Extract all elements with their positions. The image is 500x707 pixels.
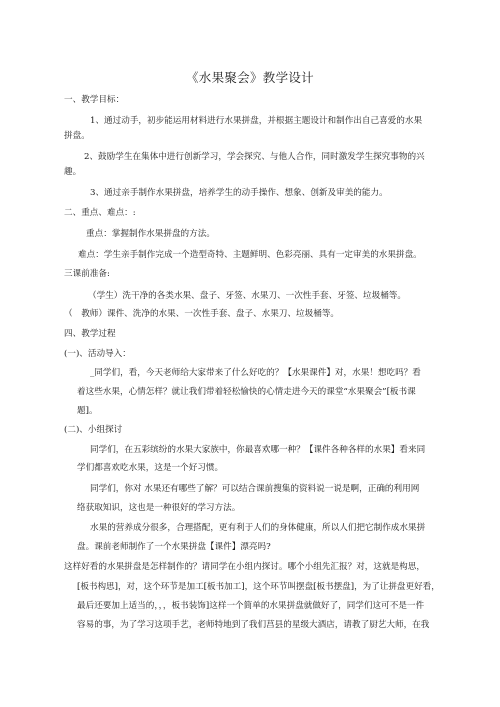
paragraph-line: 盘。课前老师制作了一个水果拼盘【课件】漂亮吗?: [77, 542, 271, 552]
document-title: 《水果聚会》教学设计: [185, 70, 314, 85]
heading-key-points: 二、重点、难点：:: [64, 208, 136, 218]
paragraph-line: 络获取知识，这也是一种很好的学习方法。: [77, 503, 241, 513]
paragraph-line: 拼盘。: [64, 131, 90, 141]
paragraph-line: 容易的事，为了学习这项手艺，老师特地到了我们莒县的星级大酒店，请教了厨艺大师，在我: [77, 620, 430, 630]
paragraph-line: _同学们，看，今天老师给大家带来了什么好吃的？【水果课件】对，水果！想吃吗？看: [90, 368, 421, 378]
heading-objectives: 一、教学目标：: [64, 95, 125, 105]
paragraph-line: 最后还要加上适当的，，，板书装饰]这样一个简单的水果拼盘就做好了，同学们这可不是一件: [77, 601, 425, 611]
paragraph-line: 难点：学生亲手制作完成一个造型奇特、主题鲜明、色彩亮丽、具有一定审美的水果拼盘。: [78, 250, 422, 260]
paragraph-line: 同学们，你对 水果还有哪些了解？可以结合课前搜集的资料说一说是啊，正确的利用网: [90, 484, 420, 494]
paragraph-line: 水果的营养成分很多，合理搭配，更有利于人们的身体健康，所以人们把它制作成水果拼: [90, 523, 426, 533]
heading-preparation: 三课前准备:: [64, 269, 110, 279]
paragraph-line: 着这些水果，心情怎样？就让我们带着轻松愉快的心情走进今天的课堂“水果聚会”[板书课: [77, 387, 416, 397]
paragraph-line: 这样好看的水果拼盘是怎样制作的？请同学在小组内探讨。哪个小组先汇报？对，这就是构思，: [64, 562, 425, 572]
subheading-intro: (一)、活动导入：: [64, 349, 131, 359]
paragraph-line: 题]。: [77, 406, 98, 416]
paragraph-line: 1、通过动手，初步能运用材料进行水果拼盘，并根据主题设计和制作出自己喜爱的水果: [90, 116, 423, 126]
subheading-group-discussion: (二)、小组探讨: [64, 425, 123, 435]
paragraph-line: 同学们，在五彩缤纷的水果大家族中，你最喜欢哪一种？【课件各种各样的水果】看来同: [90, 445, 426, 455]
paragraph-line: 趣。: [64, 167, 82, 177]
heading-process: 四、教学过程: [64, 329, 116, 339]
paragraph-line: 2、鼓励学生在集体中进行创新学习，学会探究、与他人合作，同时激发学生探究事物的兴: [84, 152, 425, 162]
paragraph-line: （ 教师）课件、洗净的水果、一次性手套、盘子、水果刀、垃圾桶等。: [64, 309, 340, 319]
paragraph-line: [板书构思]，对，这个环节是加工[板书加工]，这个环节叫摆盘[板书摆盘]，为了让拼盘更好看，: [77, 582, 440, 592]
paragraph-line: 3、通过亲手制作水果拼盘，培养学生的动手操作、想象、创新及审美的能力。: [90, 188, 388, 198]
paragraph-line: 重点：掌握制作水果拼盘的方法。: [86, 229, 215, 239]
paragraph-line: 学们都喜欢吃水果，这是一个好习惯。: [77, 463, 224, 473]
paragraph-line: （学生）洗干净的各类水果、盘子、牙签、水果刀、一次性手套、牙签、垃圾桶等。: [88, 291, 406, 301]
